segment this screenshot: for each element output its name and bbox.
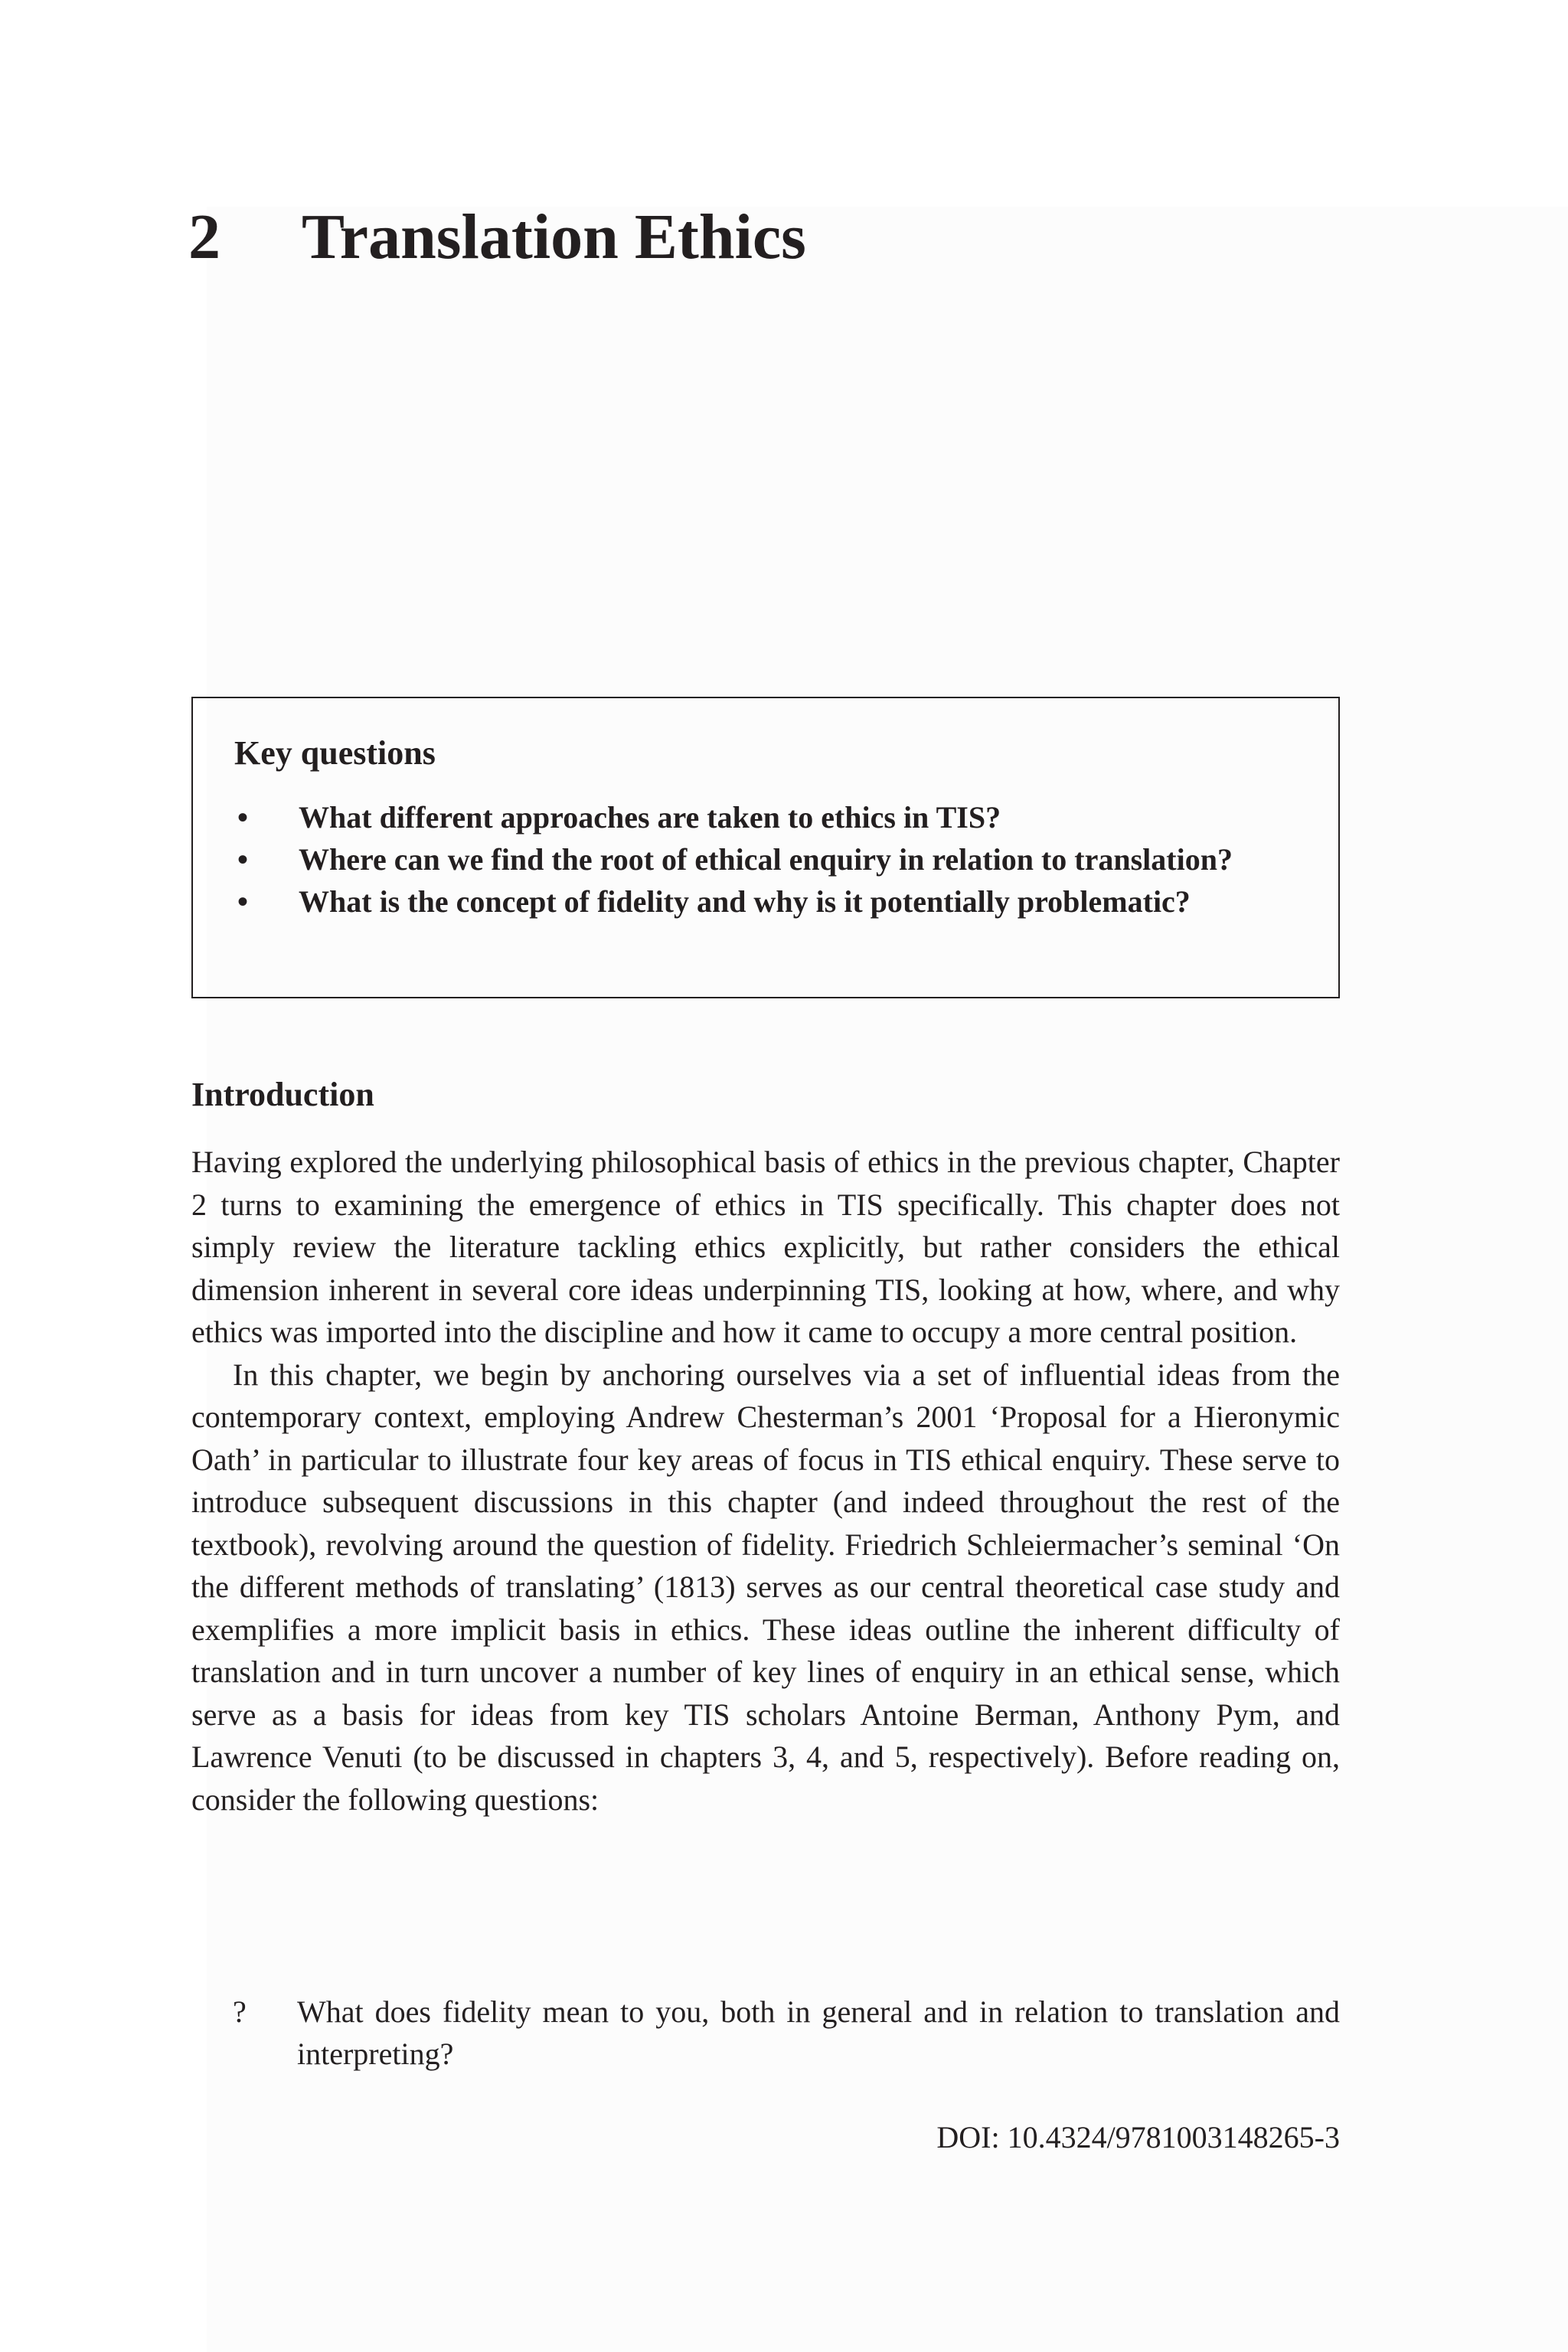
question-mark-icon: ?	[233, 1994, 247, 2029]
key-questions-title: Key questions	[234, 734, 436, 772]
introduction-heading: Introduction	[191, 1076, 374, 1113]
introduction-paragraph: In this chapter, we begin by anchoring ourselves via a set of influential ideas from the contemporary context, employing Andrew Chesterman’s 2001 ‘Proposal for a Hieronymic Oath’ in particular to illustrate four key areas of focus in TIS ethical enquiry. These serve to introduce subsequent discussions in this chapter (and indeed throughout the rest of the textbook), revolving around the question of fidelity. Friedrich Schleiermacher’s seminal ‘On the different methods of translating’ (1813) serves as our central theoretical case study and exemplifies a more implicit basis in ethics. These ideas outline the inherent difficulty of translation and in turn uncover a number of key lines of enquiry in an ethical sense, which serve as a basis for ideas from key TIS scholars Antoine Berman, Anthony Pym, and Lawrence Venuti (to be discussed in chapters 3, 4, and 5, respectively). Before reading on, consider the following questions:	[191, 1357, 1340, 1817]
key-question-item	[234, 796, 1302, 838]
reflection-question-text: What does fidelity mean to you, both in general and in relation to translation and interpreting?	[297, 1994, 1340, 2071]
key-question-item	[234, 880, 1302, 923]
key-question-text: Where can we find the root of ethical enquiry in relation to translation?	[299, 842, 1233, 877]
chapter-number: 2	[188, 201, 220, 273]
chapter-heading	[188, 201, 806, 274]
key-question-text: What different approaches are taken to ethics in TIS?	[299, 800, 1001, 835]
key-questions-box	[191, 697, 1340, 998]
bullet-icon: •	[237, 842, 249, 877]
bullet-icon: •	[237, 884, 249, 919]
key-question-item	[234, 838, 1302, 880]
introduction-paragraph: Having explored the underlying philosophical basis of ethics in the previous chapter, Chapter 2 turns to examining the emergence of ethics in TIS specifically. This chapter does not simply review the literature tackling ethics explicitly, but rather considers the ethical dimension inherent in several core ideas underpinning TIS, looking at how, where, and why ethics was imported into the discipline and how it came to occupy a more central position.	[191, 1145, 1340, 1349]
introduction-body	[191, 1141, 1340, 1821]
reflection-question	[233, 1991, 1340, 2075]
key-questions-list	[234, 796, 1302, 923]
chapter-title: Translation Ethics	[302, 201, 806, 273]
key-question-text: What is the concept of fidelity and why is it potentially problematic?	[299, 884, 1191, 919]
bullet-icon: •	[237, 800, 249, 835]
doi-reference: DOI: 10.4324/9781003148265-3	[936, 2120, 1340, 2154]
